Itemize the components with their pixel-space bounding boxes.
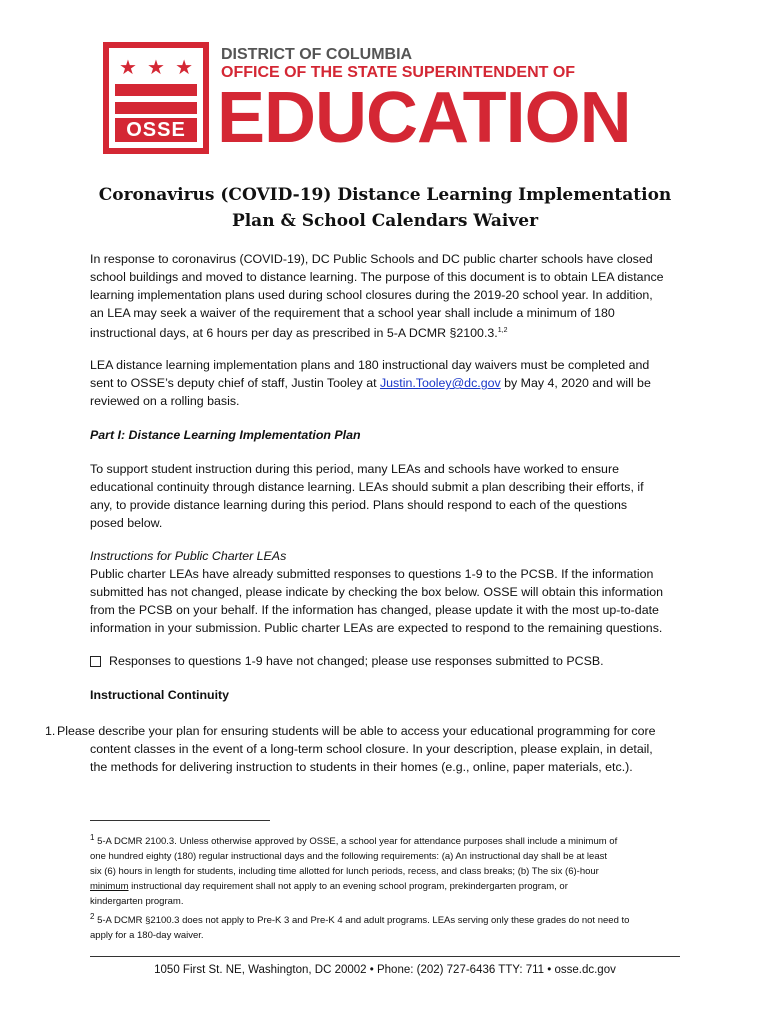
badge-text: OSSE: [115, 118, 197, 142]
text-line: Please describe your plan for ensuring students will be able to access your educational programming for core: [57, 724, 656, 738]
footnotes: [90, 830, 680, 943]
text-line: learning implementation plans used during school closures during the 2019-20 school year. In addition,: [90, 288, 653, 302]
dc-flag-badge: [103, 42, 209, 154]
title-line-1: Coronavirus (COVID-19) Distance Learning Implementation: [98, 185, 672, 205]
pcsb-responses-checkbox[interactable]: [90, 656, 101, 667]
intro-paragraph-1: [90, 250, 690, 342]
text-line: LEA distance learning implementation plans and 180 instructional day waivers must be completed and: [90, 358, 650, 372]
text-line: content classes in the event of a long-term school closure. In your description, please explain, in detail,: [90, 742, 653, 756]
text-line: To support student instruction during this period, many LEAs and schools have worked to ensure: [90, 462, 619, 476]
checkbox-label: Responses to questions 1-9 have not changed; please use responses submitted to PCSB.: [109, 654, 604, 668]
text-line: submitted has not changed, please indicate by checking the box below. OSSE will obtain this information: [90, 585, 664, 599]
text-line: reviewed on a rolling basis.: [90, 394, 240, 408]
text-line: In response to coronavirus (COVID-19), DC Public Schools and DC public charter schools have closed: [90, 252, 653, 266]
text-line: instructional days, at 6 hours per day as prescribed in 5-A DCMR §2100.3.$^{1,2}$: [90, 326, 508, 341]
text-line: educational continuity through distance learning. LEAs should submit a plan describing their efforts, if: [90, 480, 644, 494]
text-line: from the PCSB on your behalf. If the information has changed, please update it with the most up-to-date: [90, 603, 659, 617]
question-1: [45, 722, 685, 776]
title-line-2: Plan & School Calendars Waiver: [231, 211, 539, 231]
page-footer: 1050 First St. NE, Washington, DC 20002 • Phone: (202) 727-6436 TTY: 711 • osse.dc.gov: [154, 964, 616, 976]
text-line: Public charter LEAs have already submitted responses to questions 1-9 to the PCSB. If the information: [90, 567, 654, 581]
part-1-paragraph: [90, 460, 690, 532]
text-line: $^2$ 5-A DCMR §2100.3 does not apply to Pre-K 3 and Pre-K 4 and adult programs. LEAs serving only these grades do not need to: [90, 912, 630, 927]
footnote-2: [90, 909, 680, 943]
intro-paragraph-2: [90, 356, 690, 410]
text-line: $^1$ 5-A DCMR 2100.3. Unless otherwise approved by OSSE, a school year for attendance purposes shall include a minimum of: [90, 833, 618, 848]
text-line: an LEA may seek a waiver of the requirement that a school year shall include a minimum of 180: [90, 306, 615, 320]
flag-bar: [115, 102, 197, 114]
text-line: six (6) hours in length for students, including time allotted for lunch periods, recess, and class breaks; (b) The six (6)-hour: [90, 866, 599, 878]
text-line: one hundred eighty (180) regular instructional days and the following requirements: (a) An instructional day shall be at least: [90, 851, 607, 863]
question-1-text: [45, 722, 685, 776]
text-line: sent to OSSE’s deputy chief of staff, Justin Tooley at Justin.Tooley@dc.gov by May 4, 2020 and will be: [90, 376, 651, 390]
text-line: minimum instructional day requirement shall not apply to an evening school program, prekindergarten program, or: [90, 881, 568, 893]
footer-divider: [90, 956, 680, 957]
instructional-continuity-heading: Instructional Continuity: [90, 688, 230, 702]
part-1-heading: Part I: Distance Learning Implementation Plan: [90, 428, 361, 442]
flag-bar: [115, 84, 197, 96]
text-line: information in your submission. Public charter LEAs are expected to respond to the remaining questions.: [90, 621, 663, 635]
footnote-1: [90, 830, 680, 909]
stars-icon: ★ ★ ★: [119, 57, 193, 79]
text-line: any, to provide distance learning during this period. Plans should respond to each of the questions: [90, 498, 628, 512]
charter-instructions: [90, 547, 690, 637]
org-line-1: DISTRICT OF COLUMBIA: [221, 46, 413, 63]
text-line: posed below.: [90, 516, 163, 530]
footnote-ref: 1,2: [497, 327, 508, 334]
pcsb-responses-checkbox-row[interactable]: [90, 652, 604, 670]
text-line: apply for a 180-day waiver.: [90, 930, 204, 942]
org-line-3: EDUCATION: [217, 78, 631, 158]
email-link[interactable]: Justin.Tooley@dc.gov: [379, 376, 501, 390]
text-line: the methods for delivering instruction to students in their homes (e.g., online, paper materials, etc.).: [90, 760, 633, 774]
question-number: 1.: [45, 724, 56, 738]
text-line: school buildings and moved to distance learning. The purpose of this document is to obtain LEA distance: [90, 270, 664, 284]
org-line-2: OFFICE OF THE STATE SUPERINTENDENT OF: [221, 64, 576, 81]
document-title: [60, 182, 710, 234]
text-line: kindergarten program.: [90, 896, 184, 908]
charter-heading: Instructions for Public Charter LEAs: [90, 549, 287, 563]
footnote-divider: [90, 820, 270, 821]
